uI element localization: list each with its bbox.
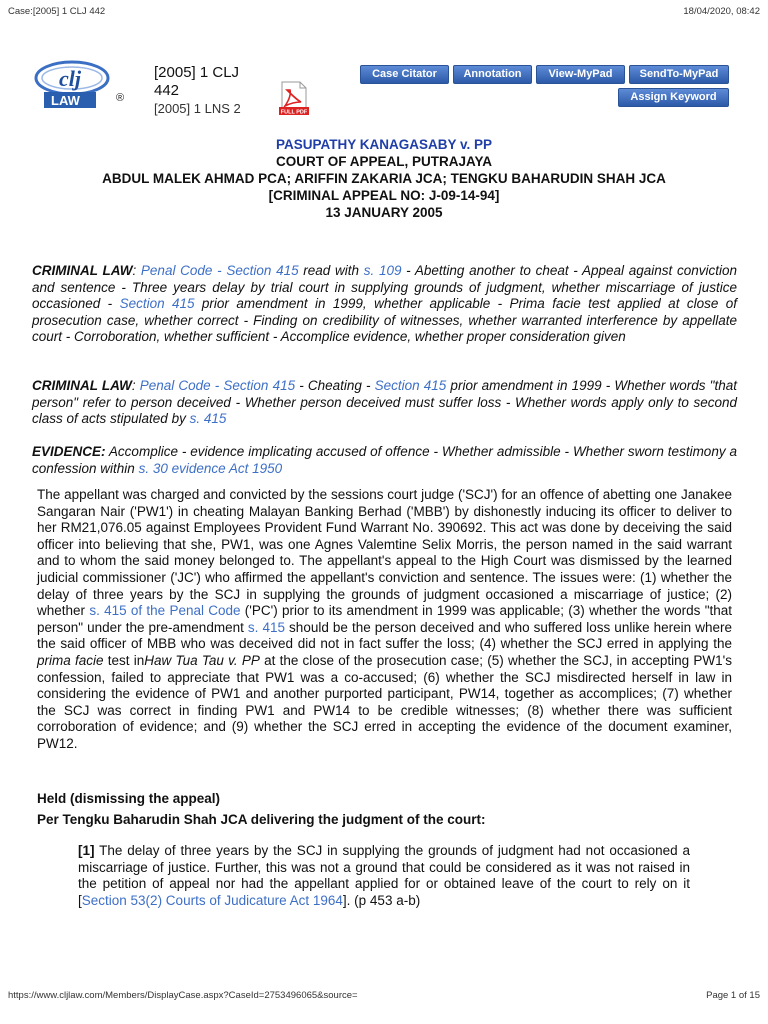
paragraph-text: The delay of three years by the SCJ in supplying the grounds of judgment had not occasioned a miscarriage of justice. Further, this was not a ground that could be considered as it was not raised in the petition of appeal nor had the appellant applied for or obtained leave of the court to rely on it [ [78,843,690,908]
judgment-by-heading: Per Tengku Baharudin Shah JCA delivering the judgment of the court: [37,812,486,827]
judges-list: ABDUL MALEK AHMAD PCA; ARIFFIN ZAKARIA JCA; TENGKU BAHARUDIN SHAH JCA [102,171,666,186]
logo-law-text: LAW [51,93,80,108]
summary-text: The appellant was charged and convicted by the sessions court judge ('SCJ') for an offence of abetting one Janakee Sangaran Nair ('PW1') in cheating Malayan Banking Berhad ('MBB') by dishonestly inducing its officer to deliver to her RM21,076.05 against Employees Provident Fund Warrant No. 390692. This act was done by deceiving the said officer into believing that she, PW1, was one Agnes Valemtine Selix Morris, the person named in the said warrant and to whom the said money belonged to. The appellant's appeal to the High Court was dismissed by the learned judicial commissioner ('JC') who affirmed the appellant's conviction and sentence. The issues were: (1) whether the delay of three years by the SCJ in supplying the grounds of judgment occasioned a miscarriage of justice; (2) whether [37,487,732,619]
category-label: CRIMINAL LAW [32,263,133,278]
statute-link[interactable]: s. 30 evidence Act 1950 [138,460,283,476]
catchword-evidence [32,444,737,477]
summary-italic: prima facie [37,652,104,668]
catchword-text: - Abetting another to cheat - Appeal against conviction and sentence - Three years delay by trial court in supplying grounds of judgment, whether miscarriage of justice occasioned - [32,263,737,311]
pdf-label: FULL PDF [280,109,308,116]
catchword-text: Accomplice - evidence implicating accused of offence - Whether admissible - Whether sworn testimony a confession within [32,444,737,476]
print-footer-url: https://www.cljlaw.com/Members/DisplayCase.aspx?CaseId=2753496065&source= [8,990,358,1001]
page-number: Page 1 of 15 [706,990,760,1001]
catchword-text: read with [298,263,364,278]
appeal-number: [CRIMINAL APPEAL NO: J-09-14-94] [268,188,500,203]
print-header-right: 18/04/2020, 08:42 [683,6,760,17]
summary-text: test in [103,652,145,668]
paragraph-text: ]. (p 453 a-b) [342,892,421,908]
summary-text: ('PC') prior to its amendment in 1999 was applicable; (3) whether the words "that person" under the pre-amendment [37,603,733,635]
statute-link[interactable]: Section 415 [374,378,447,393]
citation-block [154,64,241,118]
category-label: CRIMINAL LAW [32,378,132,393]
category-label: EVIDENCE: [32,444,106,459]
catchword-text: - Cheating - [295,378,375,393]
case-reference: Haw Tua Tau v. PP [144,652,260,668]
svg-text:clj: clj [59,66,81,91]
case-name: PASUPATHY KANAGASABY v. PP [275,137,493,152]
case-summary [37,487,732,753]
statute-link[interactable]: Penal Code - Section 415 [140,263,299,278]
view-mypad-button[interactable]: View-MyPad [536,65,625,84]
print-header [8,6,760,17]
statute-link[interactable]: s. 415 [247,619,285,635]
paragraph-number: [1] [78,843,95,858]
print-header-left: Case:[2005] 1 CLJ 442 [8,6,106,17]
registered-mark: ® [116,92,125,104]
judgment-date: 13 JANUARY 2005 [325,205,443,220]
citation-line2: 442 [154,82,180,99]
catchword-text: prior amendment in 1999 - Whether words "that person" refer to person deceived - Whether person deceived must suffer loss - Whether words apply only to second class of acts stipulated by [32,378,737,426]
held-heading: Held (dismissing the appeal) [37,791,221,806]
statute-link[interactable]: s. 109 [363,263,402,278]
citation-line1: [2005] 1 CLJ [154,64,240,81]
lns-citation: [2005] 1 LNS 2 [154,101,241,116]
held-paragraph-1 [78,843,690,909]
print-footer [8,990,760,1001]
summary-text: at the close of the prosecution case; (5) whether the SCJ, in accepting PW1's confession, failed to appreciate that PW1 was a co-accused; (6) whether the SCJ misdirected herself in law in considering the evidence of PW1 and another purported participant, PW14, together as accomplices; (7) whether the SCJ was correct in finding PW1 and PW14 to be credible witnesses; (8) whether there was sufficient corroboration of evidence; and (9) whether the SCJ erred in accepting the evidence of the document examiner, PW12. [37,652,732,751]
clj-law-logo[interactable] [28,56,132,112]
statute-link[interactable]: Section 415 [119,296,195,311]
case-header [0,136,768,221]
sendto-mypad-button[interactable]: SendTo-MyPad [629,65,729,84]
assign-keyword-button[interactable]: Assign Keyword [618,88,729,107]
catchword-criminal-law-1: CRIMINAL LAW: Penal Code - Section 415 read with s. 109 - Abetting another to cheat - Appeal against conviction and sentence - Three years delay by trial court in supplying grounds of judgment, whether miscarriage of justice occasioned - Section 415 prior amendment in 1999, whether applicable - Prima facie test applied at close of prosecution case, whether correct - Finding on credibility of witnesses, whether warranted interference by appellate court - Corroboration, whether sufficient - Accomplice evidence, whether proper consideration given [32,263,737,344]
catchword-text: prior amendment in 1999, whether applicable - Prima facie test applied at close of prosecution case, whether correct - Finding on credibility of witnesses, whether warranted interference by appellate court - Corroboration, whether sufficient - Accomplice evidence, whether proper consideration given [32,296,737,344]
court-name: COURT OF APPEAL, PUTRAJAYA [275,154,493,169]
statute-link[interactable]: Section 53(2) Courts of Judicature Act 1964 [81,892,343,908]
summary-text: should be the person deceived and who suffered loss unlike herein where the said officer of MBB who was deceived did not in fact suffer the loss; (4) whether the SCJ erred in applying the [37,619,732,652]
annotation-button[interactable]: Annotation [453,65,532,84]
case-citator-button[interactable]: Case Citator [360,65,449,84]
statute-link[interactable]: s. 415 [189,411,227,426]
full-pdf-icon[interactable] [276,80,312,116]
statute-link[interactable]: s. 415 of the Penal Code [89,603,241,619]
catchword-criminal-law-2: CRIMINAL LAW: Penal Code - Section 415 - Cheating - Section 415 prior amendment in 1999 - Whether words "that person" refer to person deceived - Whether person deceived must suffer loss - Whether words apply only to second class of acts stipulated by s. 415 [32,378,737,426]
statute-link[interactable]: Penal Code - Section 415 [139,378,296,393]
